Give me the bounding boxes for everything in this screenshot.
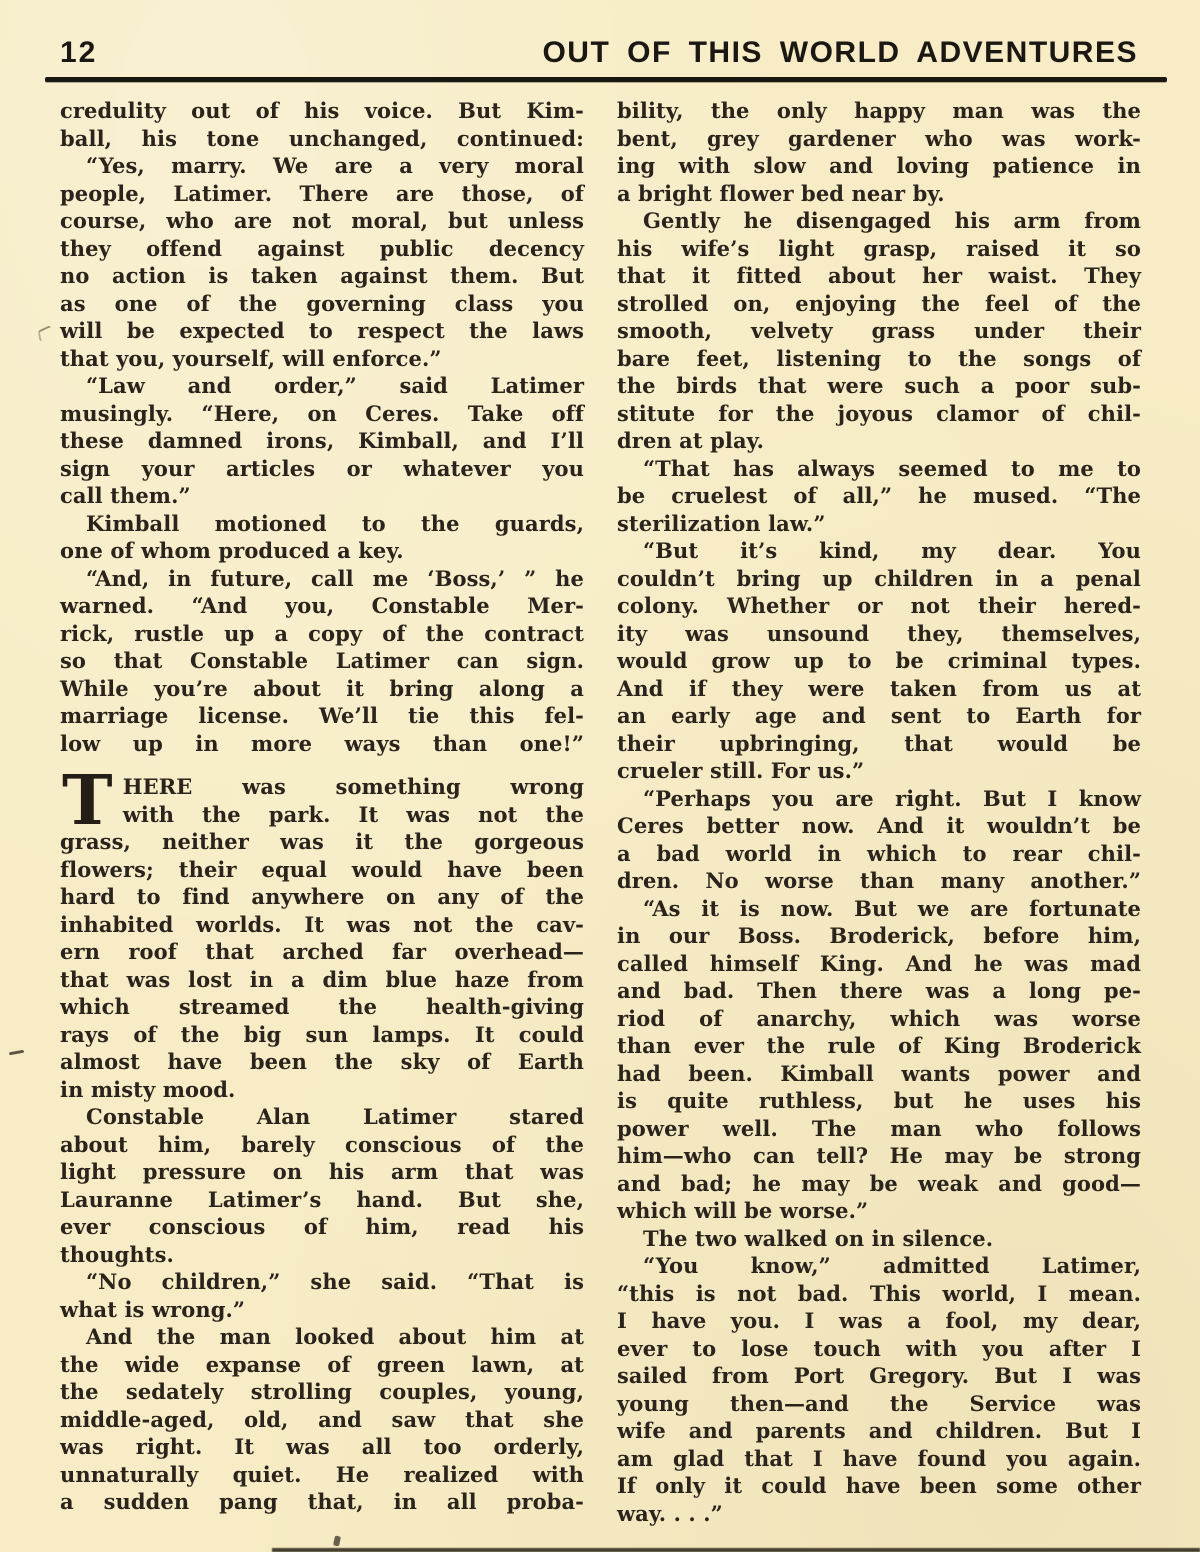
- text-line: warned. “And you, Constable Mer-: [60, 593, 584, 618]
- text-line: called himself King. And he was mad: [617, 950, 1141, 976]
- paragraph: [60, 1323, 584, 1516]
- text-line: about him, barely conscious of the: [60, 1131, 584, 1157]
- text-line: bare feet, listening to the songs of: [617, 345, 1141, 371]
- text-line: hard to find anywhere on any of the: [60, 884, 584, 909]
- text-line: almost have been the sky of Earth: [60, 1049, 584, 1074]
- text-line: dren. No worse than many another.”: [617, 868, 1141, 893]
- page-header: [0, 0, 1200, 70]
- text-line: light pressure on his arm that was: [60, 1159, 584, 1184]
- text-line: his wife’s light grasp, raised it so: [617, 235, 1141, 261]
- text-line: would grow up to be criminal types.: [617, 648, 1141, 673]
- text-line: strolled on, enjoying the feel of the: [617, 290, 1141, 316]
- text-line: no action is taken against them. But: [60, 263, 584, 288]
- paragraph: [60, 372, 584, 510]
- text-line: sign your articles or whatever you: [60, 455, 584, 481]
- paragraph: [617, 455, 1141, 538]
- text-line: the wide expanse of green lawn, at: [60, 1351, 584, 1377]
- text-line: ing with slow and loving patience in: [617, 153, 1141, 178]
- text-line: “And, in future, call me ‘Boss,’ ” he: [86, 565, 584, 591]
- text-line: rick, rustle up a copy of the contract: [60, 620, 584, 646]
- text-line: smooth, velvety grass under their: [617, 318, 1141, 343]
- text-line: bent, grey gardener who was work-: [617, 125, 1141, 151]
- text-line: And the man looked about him at: [86, 1324, 584, 1349]
- text-line: crueler still. For us.”: [617, 758, 865, 783]
- text-line: credulity out of his voice. But Kim-: [60, 98, 584, 123]
- text-line: Kimball motioned to the guards,: [86, 510, 584, 536]
- text-line: Gently he disengaged his arm from: [643, 208, 1141, 233]
- text-line: “Law and order,” said Latimer: [86, 373, 584, 398]
- text-line: they offend against public decency: [60, 235, 584, 261]
- text-line: their upbringing, that would be: [617, 730, 1141, 756]
- text-line: ball, his tone unchanged, continued:: [60, 125, 584, 151]
- text-line: that it fitted about her waist. They: [617, 263, 1141, 288]
- text-line: HERE was something wrong: [122, 774, 584, 799]
- text-line: the birds that were such a poor sub-: [617, 373, 1141, 398]
- text-line: unnaturally quiet. He realized with: [60, 1461, 584, 1487]
- right-column: [617, 97, 1141, 1527]
- text-line: “No children,” she said. “That is: [86, 1269, 584, 1294]
- left-column: [60, 97, 584, 1527]
- text-line: these damned irons, Kimball, and I’ll: [60, 428, 584, 453]
- text-line: marriage license. We’ll tie this fel-: [60, 703, 584, 728]
- text-line: dren at play.: [617, 428, 764, 453]
- header-rule: [45, 77, 1167, 82]
- running-title: OUT OF THIS WORLD ADVENTURES: [542, 36, 1138, 69]
- text-line: And if they were taken from us at: [617, 675, 1141, 701]
- text-line: him—who can tell? He may be strong: [617, 1143, 1141, 1168]
- text-line: sailed from Port Gregory. But I was: [617, 1363, 1141, 1388]
- text-line: thoughts.: [60, 1241, 174, 1267]
- text-line: Lauranne Latimer’s hand. But she,: [60, 1186, 584, 1212]
- paragraph: [60, 565, 584, 758]
- text-line: people, Latimer. There are those, of: [60, 180, 584, 206]
- text-line: middle-aged, old, and saw that she: [60, 1406, 584, 1432]
- paragraph: [617, 1225, 1141, 1253]
- text-line: was right. It was all too orderly,: [60, 1434, 584, 1459]
- text-line: a sudden pang that, in all proba-: [60, 1489, 584, 1514]
- paragraph: [60, 761, 584, 1103]
- text-line: The two walked on in silence.: [643, 1225, 994, 1251]
- paragraph: [617, 895, 1141, 1225]
- text-line: that was lost in a dim blue haze from: [60, 966, 584, 992]
- paragraph: [617, 97, 1141, 207]
- paragraph: [60, 97, 584, 152]
- text-line: and bad. Then there was a long pe-: [617, 978, 1141, 1003]
- drop-cap: T: [62, 761, 113, 841]
- text-line: inhabited worlds. It was not the cav-: [60, 911, 584, 937]
- story-body: [0, 97, 1200, 1527]
- text-line: colony. Whether or not their hered-: [617, 593, 1141, 618]
- text-line: which will be worse.”: [617, 1198, 869, 1223]
- text-line: had been. Kimball wants power and: [617, 1060, 1141, 1086]
- text-line: am glad that I have found you again.: [617, 1445, 1141, 1471]
- paragraph: [617, 207, 1141, 455]
- text-line: course, who are not moral, but unless: [60, 208, 584, 233]
- text-line: “As it is now. But we are fortunate: [643, 895, 1141, 921]
- text-line: “That has always seemed to me to: [643, 455, 1141, 481]
- text-line: call them.”: [60, 483, 191, 508]
- text-line: While you’re about it bring along a: [60, 675, 584, 701]
- text-line: “Perhaps you are right. But I know: [643, 785, 1141, 811]
- text-line: “You know,” admitted Latimer,: [643, 1253, 1141, 1278]
- paragraph: [617, 537, 1141, 785]
- text-line: that you, yourself, will enforce.”: [60, 345, 442, 371]
- text-line: with the park. It was not the: [122, 801, 584, 827]
- text-line: ever conscious of him, read his: [60, 1214, 584, 1239]
- text-line: ever to lose touch with you after I: [617, 1335, 1141, 1361]
- text-line: as one of the governing class you: [60, 290, 584, 316]
- scan-artifact-bottom-line: [272, 1548, 1200, 1552]
- text-line: young then—and the Service was: [617, 1390, 1141, 1416]
- text-line: than ever the rule of King Broderick: [617, 1033, 1141, 1058]
- text-line: riod of anarchy, which was worse: [617, 1005, 1141, 1031]
- paragraph: [60, 510, 584, 565]
- paragraph: [60, 152, 584, 372]
- text-line: “Yes, marry. We are a very moral: [86, 153, 584, 178]
- text-line: Constable Alan Latimer stared: [86, 1104, 584, 1129]
- text-line: sterilization law.”: [617, 510, 826, 536]
- text-line: power well. The man who follows: [617, 1115, 1141, 1141]
- paragraph: [60, 1103, 584, 1268]
- text-line: rays of the big sun lamps. It could: [60, 1021, 584, 1047]
- text-line: so that Constable Latimer can sign.: [60, 648, 584, 673]
- text-line: low up in more ways than one!”: [60, 730, 584, 756]
- paragraph: [617, 1252, 1141, 1527]
- text-line: in our Boss. Broderick, before him,: [617, 923, 1141, 948]
- text-line: “But it’s kind, my dear. You: [643, 538, 1141, 563]
- text-line: bility, the only happy man was the: [617, 98, 1141, 123]
- text-line: “this is not bad. This world, I mean.: [617, 1280, 1141, 1306]
- text-line: Ceres better now. And it wouldn’t be: [617, 813, 1141, 838]
- text-line: grass, neither was it the gorgeous: [60, 829, 584, 854]
- text-line: be cruelest of all,” he mused. “The: [617, 483, 1141, 508]
- scan-artifact-bottom-smudge: [333, 1535, 341, 1546]
- text-line: one of whom produced a key.: [60, 538, 404, 563]
- text-line: If only it could have been some other: [617, 1473, 1141, 1498]
- text-line: I have you. I was a fool, my dear,: [617, 1308, 1141, 1333]
- paragraph: [60, 1268, 584, 1323]
- text-line: which streamed the health-giving: [60, 994, 584, 1019]
- text-line: ity was unsound they, themselves,: [617, 620, 1141, 646]
- text-line: an early age and sent to Earth for: [617, 703, 1141, 728]
- text-line: the sedately strolling couples, young,: [60, 1379, 584, 1404]
- text-line: in misty mood.: [60, 1076, 236, 1102]
- text-line: a bright flower bed near by.: [617, 180, 945, 206]
- text-line: will be expected to respect the laws: [60, 318, 584, 343]
- text-line: a bad world in which to rear chil-: [617, 840, 1141, 866]
- text-line: ern roof that arched far overhead—: [60, 939, 584, 964]
- page-number: 12: [60, 36, 98, 69]
- text-line: way. . . .”: [617, 1500, 723, 1526]
- text-line: couldn’t bring up children in a penal: [617, 565, 1141, 591]
- paragraph: [617, 785, 1141, 895]
- text-line: wife and parents and children. But I: [617, 1418, 1141, 1443]
- text-line: and bad; he may be weak and good—: [617, 1170, 1141, 1196]
- text-line: stitute for the joyous clamor of chil-: [617, 400, 1141, 426]
- text-line: flowers; their equal would have been: [60, 856, 584, 882]
- text-line: musingly. “Here, on Ceres. Take off: [60, 400, 584, 426]
- text-line: is quite ruthless, but he uses his: [617, 1088, 1141, 1113]
- text-line: what is wrong.”: [60, 1296, 246, 1322]
